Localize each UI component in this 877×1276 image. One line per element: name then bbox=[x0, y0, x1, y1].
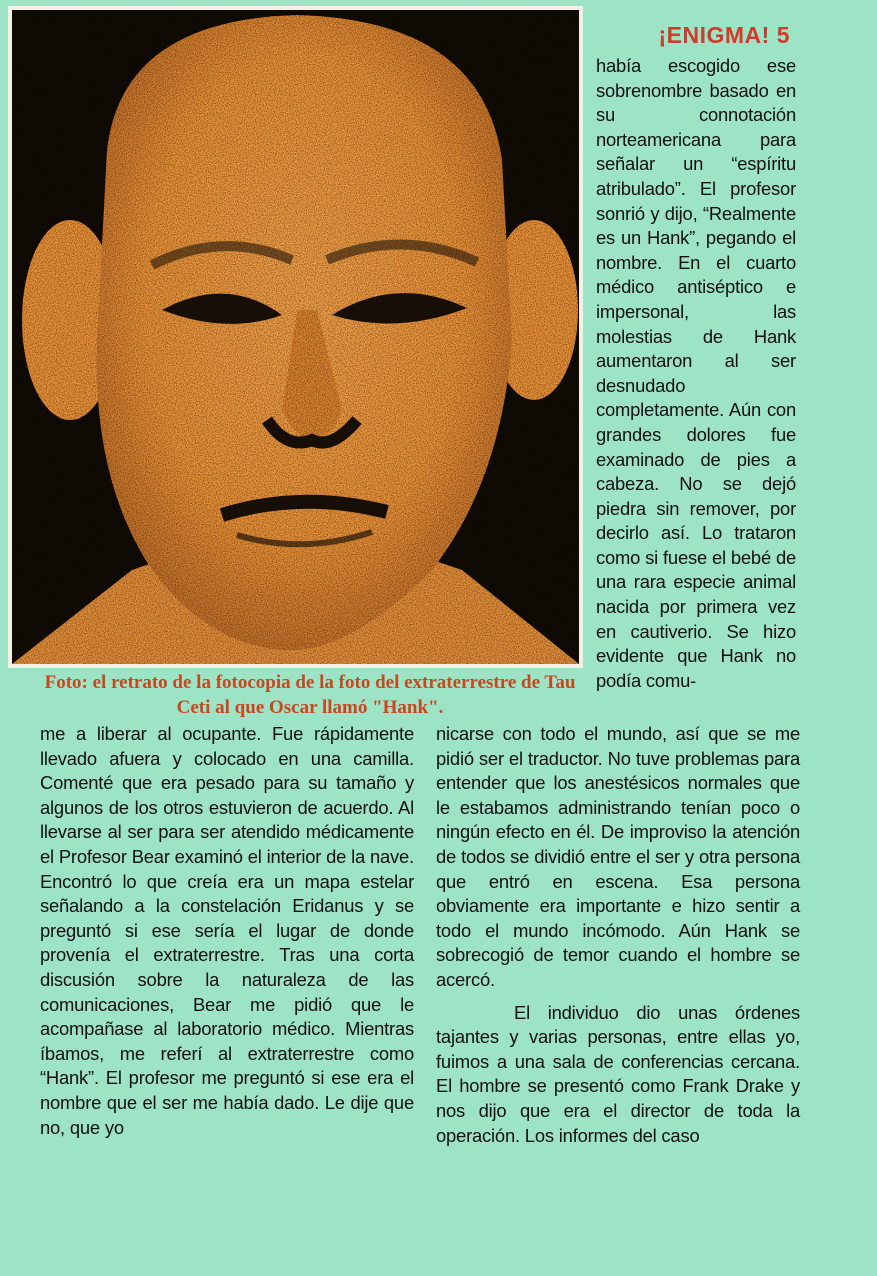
alien-portrait-image bbox=[12, 10, 579, 664]
article-column-right-top bbox=[596, 54, 796, 693]
article-paragraph: había escogido ese sobrenombre basado en su connotación norteamericana para señalar un “espíritu atribulado”. El profesor sonrió y dijo, “Realmente es un Hank”, pegando el nombre. En el cuarto médico antiséptico e impersonal, las molestias de Hank aumentaron al ser desnudado completamente. Aún con grandes dolores fue examinado de pies a cabeza. No se dejó piedra sin remover, por decirlo así. Lo trataron como si fuese el bebé de una rara especie animal nacida por primera vez en cautiverio. Se hizo evidente que Hank no podía comu- bbox=[596, 55, 796, 691]
photo-caption: Foto: el retrato de la fotocopia de la foto del extraterrestre de Tau Ceti al que Oscar llamó "Hank". bbox=[44, 672, 576, 718]
photo-frame bbox=[8, 6, 583, 668]
page-header: ¡ENIGMA! 5 bbox=[658, 22, 790, 48]
article-paragraph: me a liberar al ocupante. Fue rápidamente llevado afuera y colocado en una camilla. Comenté que era pesado para su tamaño y algunos de los otros estuvieron de acuerdo. Al llevarse al ser para ser atendido médicamente el Profesor Bear examinó el interior de la nave. Encontró lo que creía era un mapa estelar señalando a la constelación Eridanus y se preguntó si ese sería el lugar de donde provenía el extraterrestre. Tras una corta discusión sobre la naturaleza de las comunicaciones, Bear me pidió que le acompañase al laboratorio médico. Mientras íbamos, me referí al extraterrestre como “Hank”. El profesor me preguntó si ese era el nombre que el ser me había dado. Le dije que no, que yo bbox=[40, 723, 414, 1138]
article-column-left bbox=[40, 722, 414, 1140]
article-column-right-bottom bbox=[436, 722, 800, 1148]
article-paragraph: El individuo dio unas órdenes tajantes y varias personas, entre ellas yo, fuimos a una sala de conferencias cercana. El hombre se presentó como Frank Drake y nos dijo que era el director de toda la operación. Los informes del caso bbox=[436, 1001, 800, 1146]
article-paragraph: nicarse con todo el mundo, así que se me pidió ser el traductor. No tuve problemas para entender que los anestésicos normales que le estabamos administrando tenían poco o ningún efecto en él. De improviso la atención de todos se dividió entre el ser y otra persona que entró en escena. Esa persona obviamente era importante e hizo sentir a todo el mundo incómodo. Aún Hank se sobrecogió de temor cuando el hombre se acercó. bbox=[436, 723, 800, 990]
